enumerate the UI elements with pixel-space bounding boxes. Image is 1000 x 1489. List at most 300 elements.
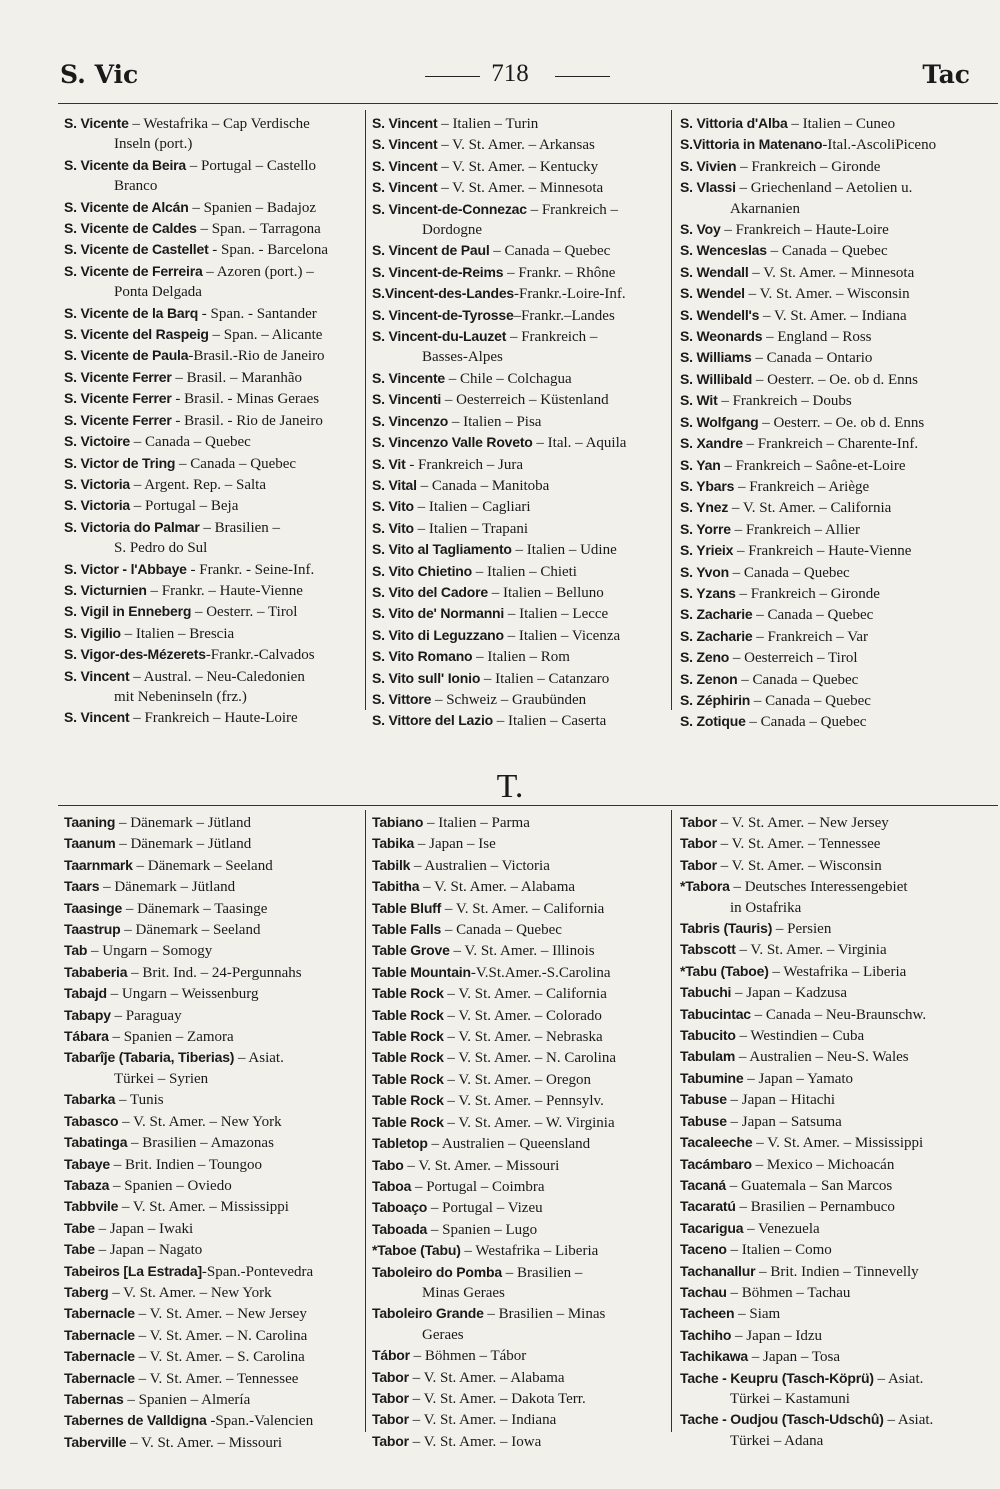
bottom-column-2 [372,812,668,1452]
gazetteer-entry [680,1303,980,1324]
gazetteer-entry [64,431,362,452]
entry-region: – Oesterreich – Küstenland [441,392,609,409]
entry-name: S. Zeno [680,649,730,666]
entry-name: Tabor [372,1368,409,1385]
entry-name: S. Vincent [372,157,438,174]
entry-name: Table Mountain [372,963,471,980]
entry-region: – Frankreich – Gironde [736,158,881,175]
gazetteer-entry [64,517,362,559]
gazetteer-entry [64,367,362,388]
entry-region: – Tunis [115,1092,164,1109]
gazetteer-entry [680,390,980,411]
entry-region: -Span.-Valencien [206,1413,314,1430]
entry-region: -Span.-Pontevedra [201,1263,314,1280]
gazetteer-entry [372,561,668,582]
entry-name: S. Victoire [64,433,131,450]
entry-name: Tacaratú [680,1198,736,1215]
entry-region: – Griechenland – Aetolien u. [735,180,913,197]
running-head-left: S. Vic [60,60,139,89]
entry-region: – V. St. Amer. – Pennsylv. [443,1093,604,1110]
gazetteer-entry [680,1261,980,1282]
gazetteer-entry [64,453,362,474]
entry-name: Tacámbaro [680,1155,752,1172]
entry-region: – Chile – Colchagua [445,370,572,387]
entry-name: Taboleiro Grande [372,1305,484,1322]
entry-name: Tache - Oudjou (Tasch-Udschû) [680,1411,884,1428]
entry-name: Tabiano [372,814,424,830]
entry-name: Tabletop [372,1135,428,1152]
entry-name: Table Rock [372,1113,444,1130]
entry-region: – V. St. Amer. – Minnesota [748,264,915,281]
entry-region: – Mexico – Michoacán [751,1156,895,1173]
entry-name: Tabajd [64,985,107,1002]
entry-region: – Frankreich – Haute-Loire [720,222,889,239]
entry-region: – Canada – Quebec [130,434,251,451]
gazetteer-entry [372,582,668,603]
entry-region: – Canada – Ontario [751,350,873,367]
entry-region: – Frankr. – Rhône [503,264,616,281]
entry-region: – Brit. Ind. – 24-Pergunnahs [127,964,302,981]
entry-name: Tabernacle [64,1305,135,1322]
gazetteer-entry [64,1325,362,1346]
entry-name: S. Zenon [680,670,738,687]
gazetteer-entry [680,876,980,918]
entry-region: – Canada – Quebec [441,922,562,939]
gazetteer-entry [64,239,362,260]
gazetteer-entry [372,812,668,833]
entry-name: S. Vincenzo Valle Roveto [372,434,533,451]
entry-region: – Oesterreich – Tirol [729,650,858,667]
gazetteer-entry [372,603,668,624]
entry-region: – Westafrika – Cap Verdische [128,116,310,132]
entry-region: – V. St. Amer. – W. Virginia [443,1114,615,1131]
gazetteer-entry [680,812,980,833]
gazetteer-entry [372,454,668,475]
entry-region: – Asiat. [873,1370,924,1387]
entry-region: – V. St. Amer. – New York [118,1113,282,1130]
gazetteer-entry [64,1389,362,1410]
entry-region: – Brasilien – Pernambuco [735,1199,895,1216]
entry-name: S. Vicente da Beira [64,156,187,173]
gazetteer-entry [64,1239,362,1260]
entry-region: – Böhmen – Tábor [409,1348,527,1365]
entry-name: Tabarka [64,1091,116,1108]
gazetteer-entry [680,113,980,134]
gazetteer-entry [64,1132,362,1153]
entry-region: – Dänemark – Seeland [132,857,273,874]
entry-name: S. Vincent-de-Connezac [372,200,527,217]
entry-region: – V. St. Amer. – Tennessee [716,836,881,853]
gazetteer-entry [680,626,980,647]
gazetteer-entry [372,646,668,667]
gazetteer-entry [680,669,980,690]
entry-region: – Westindien – Cuba [735,1028,865,1045]
gazetteer-entry [64,623,362,644]
gazetteer-entry [372,177,668,198]
entry-name: Table Rock [372,1006,444,1023]
gazetteer-entry [680,1368,980,1410]
gazetteer-entry [680,326,980,347]
entry-name: S. Zacharie [680,606,753,623]
gazetteer-entry [64,559,362,580]
entry-region: – Persien [772,921,832,938]
entry-continuation: Türkei – Kastamuni [730,1390,850,1407]
entry-region: – V. St. Amer. – Oregon [443,1071,592,1088]
entry-region: – V. St. Amer. – Virginia [735,942,887,959]
column-divider [365,810,366,1432]
entry-name: Tabernes de Valldigna [64,1412,207,1429]
entry-region: – Canada – Quebec [752,607,874,624]
entry-region: – Azoren (port.) – [202,263,314,280]
entry-name: Tachau [680,1283,727,1300]
gazetteer-entry [680,1196,980,1217]
entry-region: – Italien – Trapani [413,520,529,537]
gazetteer-entry [680,177,980,219]
entry-name: Tab [64,942,88,959]
entry-name: S. Vit [372,455,406,472]
gazetteer-entry [64,113,362,155]
entry-name: Tabor [680,835,717,852]
entry-name: *Tabu (Taboe) [680,962,769,979]
entry-name: Tabris (Tauris) [680,920,773,937]
entry-region: – Asiat. [234,1050,284,1067]
gazetteer-entry [680,647,980,668]
gazetteer-entry [372,283,668,304]
entry-region: – Venezuela [743,1220,820,1237]
gazetteer-entry [64,1261,362,1282]
gazetteer-entry [64,155,362,197]
gazetteer-entry [372,199,668,241]
entry-region: – Japan – Tosa [747,1349,840,1366]
entry-name: S. Vlassi [680,179,736,196]
entry-region: – Frankreich – [526,201,619,218]
gazetteer-entry [64,197,362,218]
entry-region: – Ungarn – Weissenburg [106,986,259,1003]
entry-region: – Dänemark – Jütland [115,815,252,831]
page-header [0,56,1000,96]
entry-name: S. Vincent-de-Reims [372,263,504,280]
entry-name: Tabarîje (Tabaria, Tiberias) [64,1049,235,1066]
gazetteer-entry [372,1069,668,1090]
entry-region: - Span. - Santander [198,305,317,322]
gazetteer-entry [372,496,668,517]
entry-region: – Ungarn – Somogy [87,943,213,960]
gazetteer-entry [680,1154,980,1175]
entry-name: S. Vicente del Raspeig [64,326,209,343]
entry-region: – Canada – Quebec [728,564,850,581]
gazetteer-entry [64,1111,362,1132]
entry-name: S. Wendell's [680,306,760,323]
entry-region: – Spanien – Almería [123,1391,251,1408]
entry-region: – V. St. Amer. – Alabama [419,879,576,896]
entry-region: – Japan – Kadzusa [731,985,848,1002]
entry-name: Tabasco [64,1112,119,1129]
entry-region: – Asiat. [883,1412,934,1429]
entry-region: – Italien – Turin [437,116,539,132]
entry-region: – V. St. Amer. – Missouri [403,1157,560,1174]
gazetteer-entry [680,347,980,368]
entry-region: – Dänemark – Jütland [115,836,252,853]
gazetteer-entry [64,666,362,708]
gazetteer-entry [680,562,980,583]
entry-name: S. Wolfgang [680,413,759,430]
entry-name: Tabscott [680,941,736,958]
gazetteer-entry [372,833,668,854]
entry-name: *Taboe (Tabu) [372,1242,461,1259]
gazetteer-entry [372,432,668,453]
entry-region: – Frankr. – Haute-Vienne [146,582,303,599]
gazetteer-entry [680,1175,980,1196]
gazetteer-entry [680,918,980,939]
entry-region: - Frankreich – Jura [405,456,524,473]
entry-name: S. Victoria do Palmar [64,518,200,535]
gazetteer-entry [372,1005,668,1026]
gazetteer-entry [64,601,362,622]
gazetteer-entry [680,497,980,518]
gazetteer-entry [372,710,668,731]
entry-name: Tabuse [680,1112,727,1129]
entry-name: S. Victoria [64,497,131,514]
entry-region: – Spanien – Oviedo [109,1177,232,1194]
entry-region: – Westafrika – Liberia [460,1243,599,1260]
entry-name: S. Zéphirin [680,691,751,708]
entry-region: – Canada – Neu-Braunschw. [750,1006,927,1023]
entry-region: – Frankreich – Gironde [735,585,880,602]
gazetteer-entry [680,262,980,283]
gazetteer-entry [64,1175,362,1196]
entry-name: S. Vital [372,476,417,493]
bottom-column-3 [680,812,980,1451]
entry-name: Taars [64,878,100,895]
entry-region: – Italien – Cagliari [413,499,531,516]
gazetteer-entry [680,1409,980,1451]
entry-region: – V. St. Amer. – Alabama [408,1369,565,1386]
entry-name: S. Vicente de Castellet [64,241,209,258]
gazetteer-entry [680,1218,980,1239]
entry-region: – Frankreich – Var [752,628,869,645]
entry-name: Tabatinga [64,1134,128,1151]
gazetteer-entry [680,540,980,561]
entry-name: Taboada [372,1220,428,1237]
entry-region: – V. St. Amer. – Indiana [408,1412,557,1429]
entry-name: S. Vincent [372,115,438,131]
entry-region: – Italien – Catanzaro [480,670,610,687]
entry-name: S.Vincent-des-Landes [372,285,515,302]
gazetteer-entry [680,305,980,326]
gazetteer-entry [680,690,980,711]
gazetteer-entry [680,156,980,177]
gazetteer-entry [372,1176,668,1197]
entry-region: – Italien – Como [726,1242,832,1259]
gazetteer-entry [680,519,980,540]
gazetteer-entry [372,689,668,710]
entry-region: – Japan – Yamato [743,1070,854,1087]
entry-name: Tabaza [64,1176,110,1193]
entry-region: – Italien – Belluno [487,584,604,601]
gazetteer-entry [64,324,362,345]
entry-region: – Spanien – Lugo [427,1221,538,1238]
entry-name: Tabitha [372,878,420,895]
entry-name: S. Vincent-de-Tyrosse [372,306,514,323]
entry-name: Tachanallur [680,1262,756,1279]
entry-region: – Italien – Brescia [120,625,235,642]
entry-region: -V.St.Amer.-S.Carolina [470,964,611,981]
gazetteer-entry [372,326,668,368]
gazetteer-entry [64,1410,362,1431]
gazetteer-entry [64,1432,362,1453]
entry-name: Tabuchi [680,984,732,1001]
gazetteer-entry [372,518,668,539]
gazetteer-entry [372,1303,668,1345]
entry-name: Tabor [372,1432,409,1449]
gazetteer-entry [64,1047,362,1089]
entry-region: -Ital.-AscoliPiceno [822,137,937,154]
entry-name: S. Ybars [680,477,735,494]
entry-region: -Brasil.-Rio de Janeiro [188,348,325,365]
entry-region: – V. St. Amer. – New York [108,1284,272,1301]
entry-region: – Portugal – Vizeu [427,1200,543,1217]
gazetteer-entry [372,1367,668,1388]
entry-region: – Brasilien – Amazonas [127,1135,274,1152]
entry-name: *Tabora [680,878,730,895]
entry-region: – Brasilien – [199,519,281,536]
entry-name: S. Vincenti [372,391,442,408]
gazetteer-entry [372,919,668,940]
entry-name: S. Vito del Cadore [372,583,488,600]
entry-name: S. Wendel [680,285,745,302]
entry-continuation: Türkei – Syrien [114,1070,209,1087]
gazetteer-entry [680,283,980,304]
entry-name: Taberg [64,1283,109,1300]
gazetteer-entry [372,940,668,961]
entry-region: – Argent. Rep. – Salta [130,476,266,493]
entry-region: – Canada – Quebec [489,243,611,260]
entry-name: Tabernacle [64,1348,135,1365]
entry-region: – V. St. Amer. – Colorado [443,1007,602,1024]
entry-region: – Oesterr. – Oe. ob d. Enns [758,414,925,431]
gazetteer-entry [372,1026,668,1047]
gazetteer-entry [680,240,980,261]
entry-region: – Span. – Alicante [208,327,323,344]
entry-name: Table Rock [372,1028,444,1045]
entry-region: – Canada – Quebec [737,671,859,688]
entry-name: Tacarigua [680,1219,744,1236]
entry-name: S. Vincenzo [372,412,449,429]
entry-region: – Dänemark – Seeland [120,922,261,939]
entry-name: Table Grove [372,942,450,959]
entry-region: – Dänemark – Taasinge [122,900,268,917]
entry-name: S. Yzans [680,584,736,601]
entry-region: – Frankreich – Doubs [717,393,852,410]
gazetteer-entry [372,898,668,919]
gazetteer-entry [64,833,362,854]
entry-region: – Span. – Tarragona [196,221,321,238]
entry-name: S. Yorre [680,520,731,537]
entry-region: – Austral. – Neu-Caledonien [129,668,305,685]
entry-region: – Japan – Satsuma [726,1113,842,1130]
gazetteer-entry [372,539,668,560]
entry-name: S. Yvon [680,563,729,580]
entry-name: S. Vicente de Paula [64,347,189,364]
entry-name: S. Vito de' Normanni [372,605,505,622]
gazetteer-entry [64,1218,362,1239]
entry-name: Tachikawa [680,1348,748,1365]
entry-name: Tabo [372,1156,404,1173]
entry-name: Taboa [372,1177,412,1194]
entry-region: – Frankreich – Haute-Vienne [733,543,912,560]
entry-name: S. Willibald [680,370,753,387]
gazetteer-entry [372,1409,668,1430]
gazetteer-entry [372,156,668,177]
gazetteer-entry [372,262,668,283]
gazetteer-entry [680,412,980,433]
entry-region: – Brasil. – Maranhão [171,369,303,386]
entry-region: – Frankreich – [506,329,598,346]
entry-name: S. Vittore [372,690,432,707]
entry-name: S. Vito di Leguzzano [372,626,504,643]
entry-region: – V. St. Amer. – Missouri [126,1434,283,1451]
entry-name: S. Vigilio [64,624,121,641]
entry-region: – Italien – Lecce [504,606,609,623]
gazetteer-entry [680,1346,980,1367]
entry-name: Tabapy [64,1006,111,1023]
gazetteer-entry [64,855,362,876]
entry-region: – V. St. Amer. – New Jersey [134,1306,307,1323]
entry-region: – Spanien – Badajoz [188,199,317,216]
gazetteer-entry [372,1112,668,1133]
entry-continuation: Akarnanien [730,200,800,217]
entry-name: S. Vigil in Enneberg [64,603,192,620]
gazetteer-entry [64,474,362,495]
entry-name: Tabe [64,1219,95,1236]
gazetteer-entry [64,1303,362,1324]
entry-region: – Frankreich – Ariège [734,478,870,495]
gazetteer-entry [64,303,362,324]
gazetteer-entry [372,368,668,389]
entry-continuation: Branco [114,178,158,195]
entry-name: S. Vincent de Paul [372,242,490,259]
gazetteer-entry [372,475,668,496]
gazetteer-entry [680,369,980,390]
entry-region: – Guatemala – San Marcos [726,1177,893,1194]
gazetteer-entry [680,1004,980,1025]
section-rule [58,805,998,806]
entry-region: – V. St. Amer. – Iowa [408,1433,542,1450]
entry-name: S. Yrieix [680,542,734,559]
entry-name: S. Williams [680,349,752,366]
entry-region: – V. St. Amer. – Mississippi [752,1135,924,1152]
gazetteer-entry [372,240,668,261]
entry-region: – Deutsches Interessengebiet [729,879,908,896]
entry-region: – Ital. – Aquila [532,435,627,452]
section-letter: T. [496,768,524,805]
entry-name: S. Vito Chietino [372,562,472,579]
entry-name: S. Vicente Ferrer [64,368,172,385]
entry-region: – Oesterr. – Tirol [191,604,298,621]
entry-region: – Japan – Idzu [731,1327,823,1344]
entry-name: S. Vicente de Alcán [64,198,189,215]
gazetteer-entry [372,962,668,983]
entry-name: S. Ynez [680,499,729,516]
entry-region: – V. St. Amer. – Mississippi [118,1199,289,1216]
entry-name: S. Vito al Tagliamento [372,541,512,558]
gazetteer-entry [680,982,980,1003]
entry-name: S. Wenceslas [680,242,767,259]
entry-region: – Australien – Victoria [410,857,550,874]
entry-name: S.Vittoria in Matenano [680,136,823,153]
entry-region: – Brasilien – [501,1264,583,1281]
gazetteer-entry [372,1219,668,1240]
